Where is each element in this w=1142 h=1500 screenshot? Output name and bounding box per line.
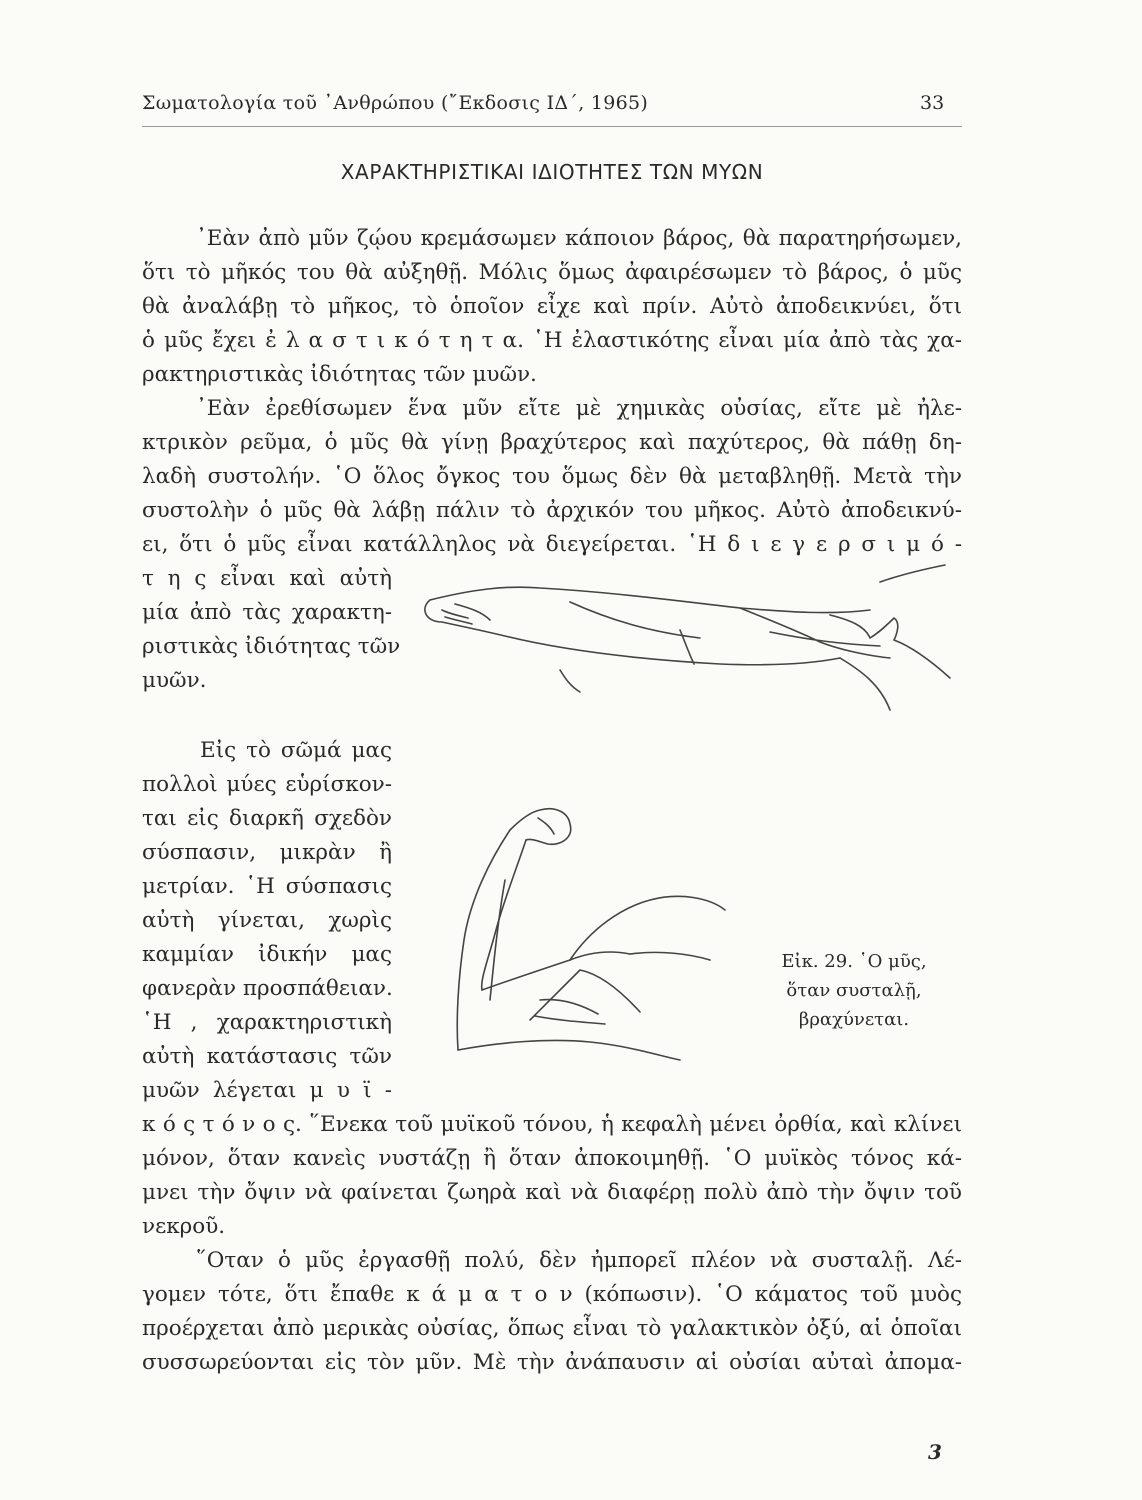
text-line: προέρχεται ἀπὸ μερικὰς οὐσίας, ὅπως εἶναι τὸ γαλακτικὸν ὀξύ, αἱ ὁποῖαι <box>142 1316 962 1341</box>
text-line: μυῶν λέγεται μ υ ϊ - <box>142 1078 392 1103</box>
text-line: μυῶν. <box>142 668 207 693</box>
text-line: ὁ μῦς ἔχει ἐ λ α σ τ ι κ ό τ η τ α. ῾Η ἐλαστικότης εἶναι μία ἀπὸ τὰς χα- <box>142 328 962 353</box>
text-line: πολλοὶ μύες εὑρίσκον- <box>142 772 392 797</box>
text-line: θὰ ἀναλάβῃ τὸ μῆκος, τὸ ὁποῖον εἶχε καὶ πρίν. Αὐτὸ ἀποδεικνύει, ὅτι <box>142 294 962 319</box>
figure-caption-line: Εἰκ. 29. ῾Ο μῦς, <box>781 951 927 972</box>
text-line: ῞Οταν ὁ μῦς ἐργασθῇ πολύ, δὲν ἠμπορεῖ πλέον νὰ συσταλῇ. Λέ- <box>196 1248 962 1273</box>
text-line: Εἰς τὸ σῶμά μας <box>200 738 392 763</box>
text-line: συσσωρεύονται εἰς τὸν μῦν. Μὲ τὴν ἀνάπαυσιν αἱ οὐσίαι αὐταὶ ἀπομα- <box>142 1350 962 1375</box>
text-line: κ ό ς τ ό ν ο ς. ῞Ενεκα τοῦ μυϊκοῦ τόνου, ἡ κεφαλὴ μένει ὀρθία, καὶ κλίνει <box>142 1112 962 1137</box>
text-line: ται εἰς διαρκῆ σχεδὸν <box>142 806 392 831</box>
text-line: μόνον, ὅταν κανεὶς νυστάζῃ ἢ ὅταν ἀποκοιμηθῇ. ῾Ο μυϊκὸς τόνος κά- <box>142 1146 962 1171</box>
text-line: συστολὴν ὁ μῦς θὰ λάβῃ πάλιν τὸ ἀρχικόν του μῆκος. Αὐτὸ ἀποδεικνύ- <box>142 498 962 523</box>
text-line: ριστικὰς ἰδιότητας τῶν <box>142 634 401 659</box>
text-line: καμμίαν ἰδικήν μας <box>142 942 392 967</box>
text-line: τ η ς εἶναι καὶ αὐτὴ <box>142 566 392 591</box>
figure-caption-line: ὅταν συσταλῇ, <box>786 980 922 1001</box>
figure-caption-line: βραχύνεται. <box>798 1009 910 1030</box>
text-line: ὅτι τὸ μῆκός του θὰ αὐξηθῇ. Μόλις ὅμως ἀφαιρέσωμεν τὸ βάρος, ὁ μῦς <box>142 260 962 285</box>
header-rule <box>142 126 962 127</box>
text-line: μνει τὴν ὄψιν νὰ φαίνεται ζωηρὰ καὶ νὰ διαφέρῃ πολὺ ἀπὸ τὴν ὄψιν τοῦ <box>142 1180 962 1205</box>
text-line: ρακτηριστικὰς ἰδιότητας τῶν μυῶν. <box>142 362 537 387</box>
text-line: ᾿Εὰν ἐρεθίσωμεν ἕνα μῦν εἴτε μὲ χημικὰς οὐσίας, εἴτε μὲ ἠλε- <box>196 396 962 421</box>
text-line: σύσπασιν, μικρὰν ἢ <box>142 840 392 865</box>
page-number: 33 <box>920 92 945 114</box>
text-line: γομεν τότε, ὅτι ἔπαθε κ ά μ α τ ο ν (κόπωσιν). ῾Ο κάματος τοῦ μυὸς <box>142 1282 962 1307</box>
text-line: ει, ὅτι ὁ μῦς εἶναι κατάλληλος νὰ διεγείρεται. ῾Η δ ι ε γ ε ρ σ ι μ ό - <box>142 532 962 557</box>
text-line: μετρίαν. ῾Η σύσπασις <box>142 874 392 899</box>
text-line: αὐτὴ κατάστασις τῶν <box>142 1044 392 1069</box>
text-line: ῾Η , χαρακτηριστικὴ <box>142 1010 392 1035</box>
text-line: αὐτὴ γίνεται, χωρὶς <box>142 908 392 933</box>
text-line: φανερὰν προσπάθειαν. <box>142 976 393 1001</box>
text-line: ᾿Εὰν ἀπὸ μῦν ζῴου κρεμάσωμεν κάποιον βάρος, θὰ παρατηρήσωμεν, <box>196 226 962 251</box>
text-line: νεκροῦ. <box>142 1214 226 1239</box>
running-head: Σωματολογία τοῦ ᾿Ανθρώπου (῎Εκδοσις ΙΔ΄, 1965) <box>142 92 649 114</box>
arm-stimulation-illustration <box>410 560 960 734</box>
text-line: κτρικὸν ρεῦμα, ὁ μῦς θὰ γίνῃ βραχύτερος καὶ παχύτερος, θὰ πάθῃ δη- <box>142 430 962 455</box>
text-line: μία ἀπὸ τὰς χαρακτη- <box>142 600 392 625</box>
chapter-title: ΧΑΡΑΚΤΗΡΙΣΤΙΚΑΙ ΙΔΙΟΤΗΤΕΣ ΤΩΝ ΜΥΩΝ <box>340 160 764 184</box>
flexed-arm-illustration <box>420 780 740 1074</box>
text-line: λαδὴ συστολήν. ῾Ο ὅλος ὄγκος του ὅμως δὲν θὰ μεταβληθῇ. Μετὰ τὴν <box>142 464 962 489</box>
signature-mark: 3 <box>928 1440 942 1464</box>
